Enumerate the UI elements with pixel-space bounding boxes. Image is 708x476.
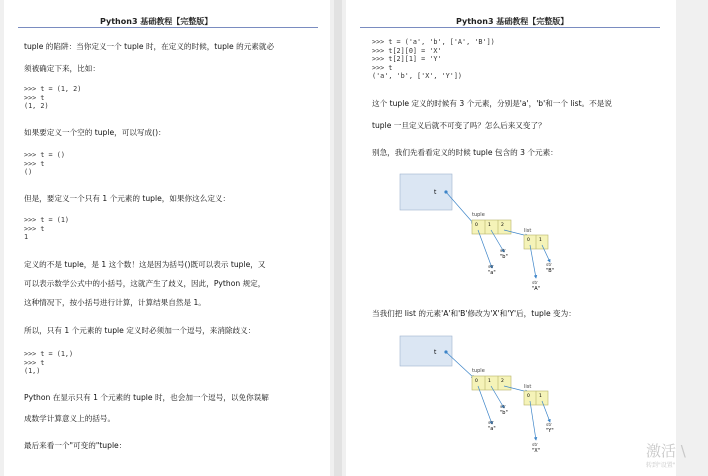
- string-value: "A": [532, 286, 541, 292]
- tuple-memory-diagram-1: [396, 170, 566, 300]
- string-value: "a": [488, 426, 496, 432]
- index-label: 2: [501, 223, 504, 228]
- string-value: "b": [500, 410, 508, 416]
- index-label: 0: [527, 238, 530, 243]
- page-header-left: Python3 基础教程【完整版】: [100, 17, 213, 26]
- index-label: 1: [488, 379, 491, 384]
- index-label: 1: [539, 394, 542, 399]
- document-page-left: [4, 0, 330, 476]
- type-label: list: [524, 384, 532, 390]
- index-label: 0: [527, 394, 530, 399]
- type-label: str: [532, 443, 538, 448]
- paragraph: 须被确定下来，比如：: [24, 64, 100, 73]
- code-block: >>> t = (1,) >>> t (1,): [24, 350, 74, 375]
- index-label: 0: [475, 223, 478, 228]
- page-gutter: [334, 0, 342, 476]
- code-block: >>> t = (1, 2) >>> t (1, 2): [24, 85, 82, 110]
- index-label: 1: [488, 223, 491, 228]
- type-label: list: [524, 228, 532, 234]
- pointer-arrow: [478, 230, 492, 268]
- paragraph: 这个 tuple 定义的时候有 3 个元素，分别是'a'，'b'和一个 list。不是说: [372, 99, 612, 108]
- page-header-right: Python3 基础教程【完整版】: [456, 17, 569, 26]
- type-label: str: [500, 405, 506, 410]
- activation-watermark-sub: 转到"设置": [646, 462, 676, 469]
- header-rule: [18, 27, 318, 28]
- paragraph: 最后来看一个"可变的"tuple：: [24, 441, 127, 450]
- variable-frame: [400, 174, 452, 210]
- string-value: "a": [488, 270, 496, 276]
- code-block: >>> t = ('a', 'b', ['A', 'B']) >>> t[2][0] = 'X' >>> t[2][1] = 'Y' >>> t ('a', 'b', ['X', 'Y']): [372, 38, 495, 80]
- string-value: "Y": [546, 428, 554, 434]
- type-label: str: [546, 423, 552, 428]
- type-label: str: [488, 265, 494, 270]
- index-label: 2: [501, 379, 504, 384]
- header-rule: [360, 27, 660, 28]
- variable-label: t: [434, 349, 437, 356]
- index-label: 1: [539, 238, 542, 243]
- paragraph: Python 在显示只有 1 个元素的 tuple 时，也会加一个逗号，以免你误解: [24, 393, 269, 402]
- paragraph: 当我们把 list 的元素'A'和'B'修改为'X'和'Y'后，tuple 变为：: [372, 309, 576, 318]
- paragraph: tuple 的陷阱：当你定义一个 tuple 时，在定义的时候，tuple 的元素就必: [24, 42, 275, 51]
- paragraph: 如果要定义一个空的 tuple，可以写成()：: [24, 128, 166, 137]
- tuple-memory-diagram-2: [396, 332, 566, 462]
- type-label: tuple: [472, 212, 485, 218]
- paragraph: 定义的不是 tuple，是 1 这个数！这是因为括号()既可以表示 tuple，又: [24, 260, 266, 269]
- string-value: "X": [532, 448, 541, 454]
- activation-watermark: 激活 \: [646, 442, 686, 460]
- pointer-arrow: [478, 386, 492, 424]
- string-value: "b": [500, 254, 508, 260]
- paragraph: 别急，我们先看看定义的时候 tuple 包含的 3 个元素：: [372, 148, 558, 157]
- string-value: "B": [546, 268, 555, 274]
- type-label: str: [546, 263, 552, 268]
- variable-frame: [400, 336, 452, 366]
- type-label: str: [532, 281, 538, 286]
- paragraph: 可以表示数学公式中的小括号，这就产生了歧义，因此，Python 规定，: [24, 279, 266, 288]
- variable-label: t: [434, 189, 437, 196]
- paragraph: 但是，要定义一个只有 1 个元素的 tuple，如果你这么定义：: [24, 194, 231, 203]
- index-label: 0: [475, 379, 478, 384]
- type-label: tuple: [472, 368, 485, 374]
- code-block: >>> t = (1) >>> t 1: [24, 216, 70, 241]
- paragraph: 这种情况下，按小括号进行计算，计算结果自然是 1。: [24, 298, 206, 307]
- paragraph: 成数学计算意义上的括号。: [24, 414, 116, 423]
- document-page-right: [346, 0, 676, 476]
- paragraph: 所以，只有 1 个元素的 tuple 定义时必须加一个逗号，来消除歧义：: [24, 326, 256, 335]
- pointer-arrow: [530, 245, 536, 278]
- type-label: str: [488, 421, 494, 426]
- paragraph: tuple 一旦定义后就不可变了吗？怎么后来又变了？: [372, 121, 546, 130]
- pointer-arrow: [530, 401, 536, 440]
- code-block: >>> t = () >>> t (): [24, 151, 65, 176]
- type-label: str: [500, 249, 506, 254]
